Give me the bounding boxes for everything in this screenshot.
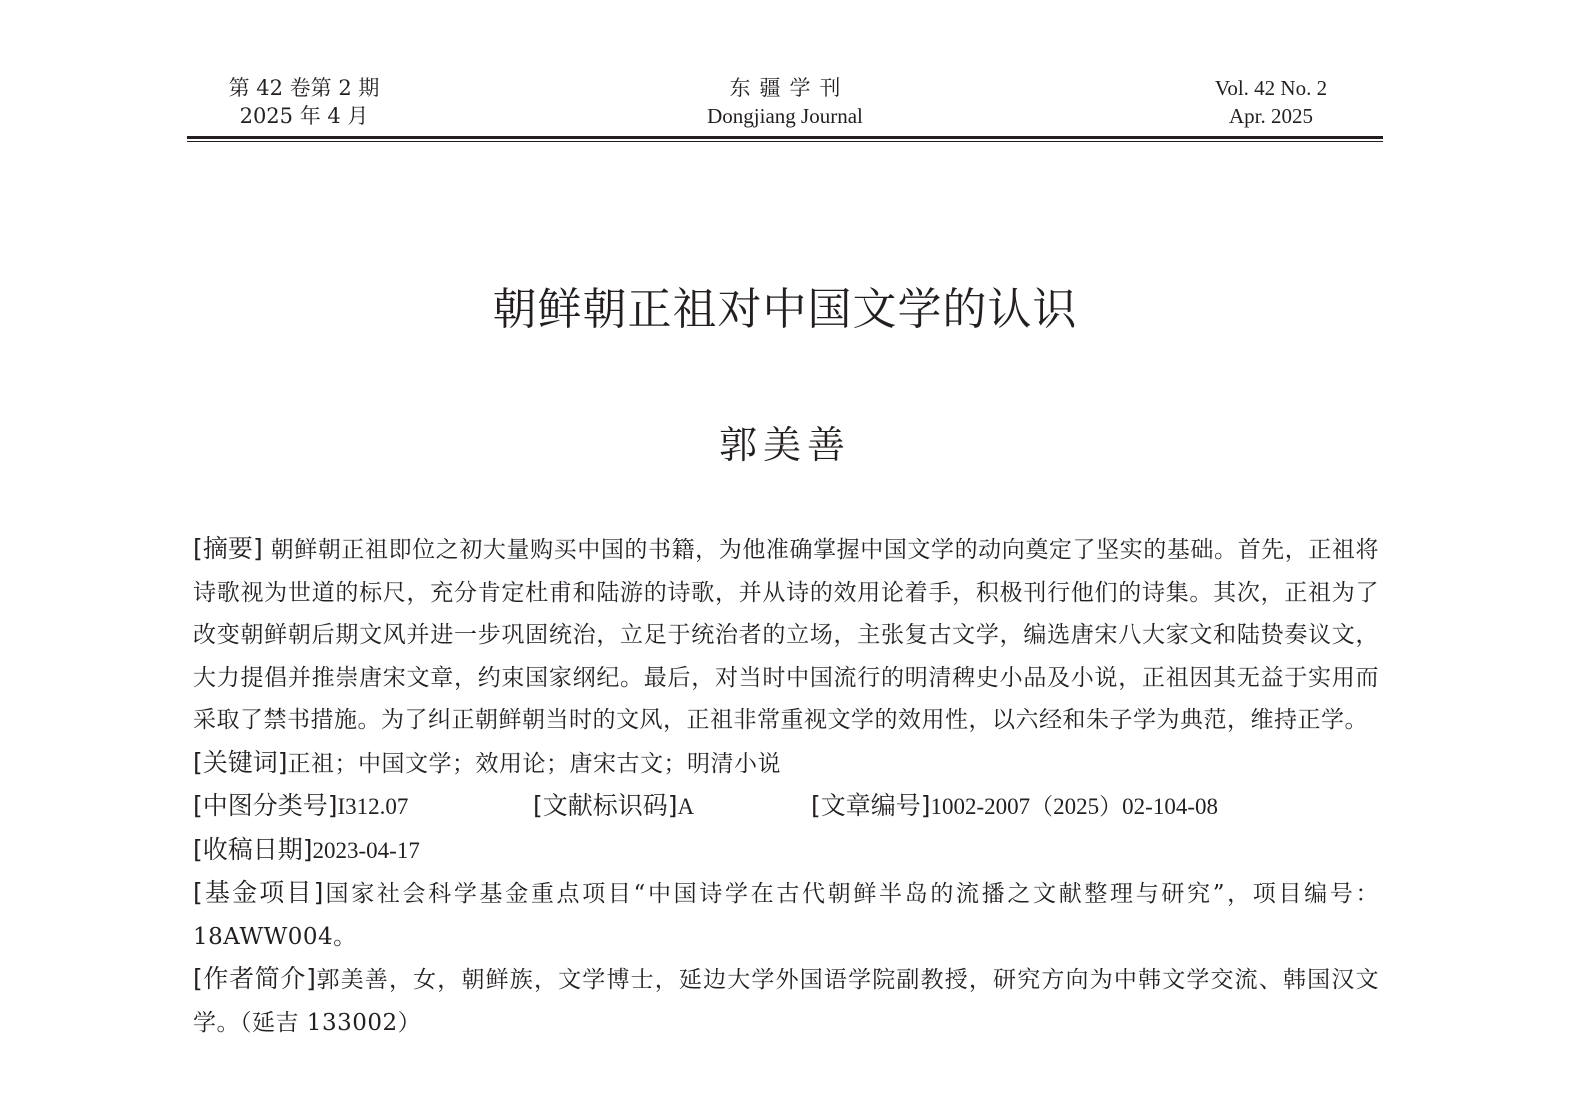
clc-label: [中图分类号] (193, 791, 338, 820)
article-author: 郭美善 (718, 423, 851, 467)
header-volume-issue: 第 42 卷第 2 期 (228, 76, 380, 100)
doc-code-value: A (677, 794, 695, 819)
article-number-value: 1002-2007（2025）02-104-08 (930, 794, 1218, 819)
fund-project (193, 872, 1379, 958)
author-bio (193, 958, 1379, 1044)
received-date-value: 2023-04-17 (312, 837, 420, 863)
article-number-label: [文章编号] (811, 791, 931, 820)
doc-code-field (533, 785, 811, 829)
fund-project-text: 国家社会科学基金重点项目“中国诗学在古代朝鲜半岛的流播之文献整理与研究”，项目编号：18AWW004。 (193, 881, 1379, 950)
article-front-matter (193, 528, 1379, 1044)
article-title: 朝鲜朝正祖对中国文学的认识 (492, 284, 1078, 335)
article-number-field (811, 785, 1218, 829)
header-issue-info-en (1171, 74, 1371, 130)
header-issue-info (199, 74, 409, 130)
abstract-label: [摘要] (193, 534, 263, 563)
clc-value: I312.07 (337, 794, 409, 819)
header-date-cn: 2025 年 4 月 (239, 104, 369, 128)
clc-field (193, 785, 533, 829)
classification-row (193, 785, 1379, 829)
abstract-text: 朝鲜朝正祖即位之初大量购买中国的书籍，为他准确掌握中国文学的动向奠定了坚实的基础。首先，正祖将诗歌视为世道的标尺，充分肯定杜甫和陆游的诗歌，并从诗的效用论着手，积极刊行他们的诗集。其次，正祖为了改变朝鲜朝后期文风并进一步巩固统治，立足于统治者的立场，主张复古文学，编选唐宋八大家文和陆贽奏议文，大力提倡并推崇唐宋文章，约束国家纲纪。最后，对当时中国流行的明清稗史小品及小说，正祖因其无益于实用而采取了禁书措施。为了纠正朝鲜朝当时的文风，正祖非常重视文学的效用性，以六经和朱子学为典范，维持正学。 (193, 537, 1379, 733)
header-rule-thin (187, 141, 1383, 142)
author-bio-text: 郭美善，女，朝鲜族，文学博士，延边大学外国语学院副教授，研究方向为中韩文学交流、韩国汉文学。（延吉 133002） (193, 967, 1379, 1036)
keywords-label: [关键词] (193, 747, 288, 777)
header-date-en: Apr. 2025 (1229, 104, 1313, 128)
header-journal-name (637, 74, 933, 130)
doc-code-label: [文献标识码] (533, 791, 678, 820)
header-rule-thick (187, 136, 1383, 139)
header-journal-name-en: Dongjiang Journal (707, 104, 863, 128)
received-date (193, 829, 1379, 873)
header-volume-issue-en: Vol. 42 No. 2 (1214, 76, 1328, 100)
keywords (193, 742, 1379, 786)
keywords-text: 正祖；中国文学；效用论；唐宋古文；明清小说 (287, 750, 782, 777)
abstract (193, 528, 1379, 742)
running-header (187, 74, 1383, 134)
header-journal-name-cn: 东疆学刊 (729, 76, 850, 100)
author-bio-label: [作者简介] (193, 964, 316, 993)
received-date-label: [收稿日期] (193, 834, 313, 864)
fund-project-label: [基金项目] (193, 878, 324, 907)
